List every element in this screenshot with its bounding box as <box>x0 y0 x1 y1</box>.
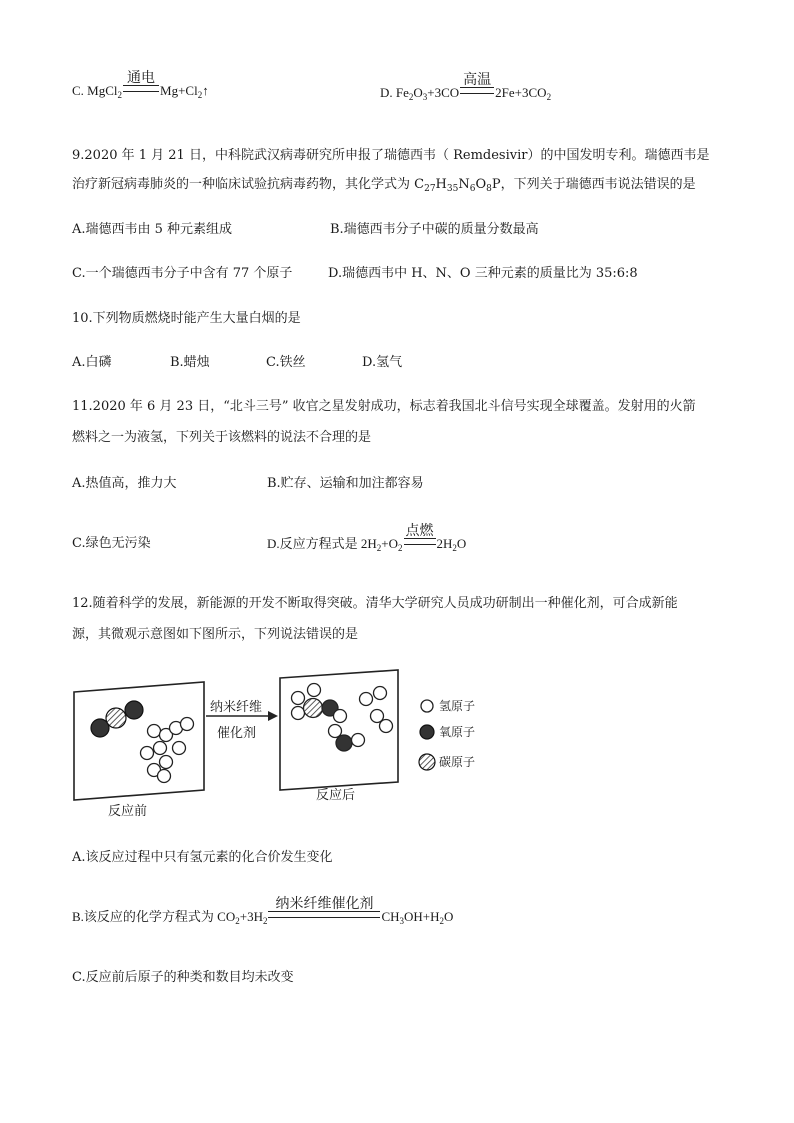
legend-carbon-icon <box>419 754 435 770</box>
oxygen-atom <box>125 701 143 719</box>
reaction-micro-diagram <box>70 668 490 818</box>
legend-hydrogen: 氢原子 <box>439 699 476 713</box>
q10-option-d: D.氢气 <box>362 355 403 370</box>
hydrogen-atom <box>308 684 321 697</box>
q10-option-a: A.白磷 <box>72 355 112 370</box>
q9-stem-line1: 9.2020 年 1 月 21 日，中科院武汉病毒研究所申报了瑞德西韦（ Remdesivir）的中国发明专利。瑞德西韦是 <box>72 148 710 163</box>
diagram-drawing <box>70 668 490 818</box>
q12-option-c: C.反应前后原子的种类和数目均未改变 <box>72 970 294 985</box>
reaction-condition: 纳米纤维催化剂 <box>268 908 380 926</box>
hydrogen-atom <box>148 725 161 738</box>
q9-option-b: B.瑞德西韦分子中碳的质量分数最高 <box>330 222 539 237</box>
legend-oxygen: 氧原子 <box>439 725 476 739</box>
q11-option-d: D.反应方程式是 $2H_2+O_2$ 点燃 $2H_2O$ <box>267 524 467 553</box>
hydrogen-atom <box>154 742 167 755</box>
q10-option-c: C.铁丝 <box>266 355 306 370</box>
arrow-head-icon <box>268 711 278 721</box>
q9-option-d: D.瑞德西韦中 H、N、O 三种元素的质量比为 35:6:8 <box>328 266 638 281</box>
q9-stem-line2: 治疗新冠病毒肺炎的一种临床试验抗病毒药物，其化学式为 $C_{27}H_{35}N_6O_8P$，下列关于瑞德西韦说法错误的是 <box>72 177 696 194</box>
hydrogen-atom <box>329 725 342 738</box>
q12-stem-line1: 12.随着科学的发展，新能源的开发不断取得突破。清华大学研究人员成功研制出一种催化剂，可合成新能 <box>72 596 678 611</box>
q8-option-d: D. $Fe_2O_3+3CO$ 高温 $2Fe+3CO_2$ <box>380 73 552 102</box>
q11-option-c: C.绿色无污染 <box>72 536 151 551</box>
carbon-atom <box>106 708 126 728</box>
carbon-atom <box>304 699 323 718</box>
hydrogen-atom <box>181 718 194 731</box>
after-label: 反应后 <box>316 788 356 803</box>
hydrogen-atom <box>334 710 347 723</box>
legend-hydrogen-icon <box>421 700 433 712</box>
oxygen-atom <box>336 735 352 751</box>
q10-stem: 10.下列物质燃烧时能产生大量白烟的是 <box>72 311 301 326</box>
reaction-condition: 通电 <box>123 82 159 100</box>
q11-stem-line2: 燃料之一为液氢，下列关于该燃料的说法不合理的是 <box>72 430 372 445</box>
hydrogen-atom <box>352 734 365 747</box>
reaction-condition: 点燃 <box>404 535 436 553</box>
hydrogen-atom <box>380 720 393 733</box>
hydrogen-atom <box>160 756 173 769</box>
q11-stem-line1: 11.2020 年 6 月 23 日，“北斗三号” 收官之星发射成功，标志着我国北斗信号实现全球覆盖。发射用的火箭 <box>72 399 696 414</box>
hydrogen-atom <box>173 742 186 755</box>
q12-option-a: A.该反应过程中只有氢元素的化合价发生变化 <box>72 850 333 865</box>
arrow-label-2: 催化剂 <box>217 726 257 741</box>
hydrogen-atom <box>360 693 373 706</box>
hydrogen-atom <box>141 747 154 760</box>
before-box <box>74 682 204 800</box>
hydrogen-atom <box>158 770 171 783</box>
q12-stem-line2: 源，其微观示意图如下图所示，下列说法错误的是 <box>72 627 359 642</box>
legend-oxygen-icon <box>420 725 434 739</box>
q10-option-b: B.蜡烛 <box>170 355 210 370</box>
arrow-label-1: 纳米纤维 <box>210 700 263 715</box>
q12-option-b: B.该反应的化学方程式为 $CO_2+3H_2$ 纳米纤维催化剂 $CH_3OH+H_2O$ <box>72 897 454 926</box>
hydrogen-atom <box>374 687 387 700</box>
q11-option-b: B.贮存、运输和加注都容易 <box>267 476 424 491</box>
gas-arrow-icon: ↑ <box>202 83 209 98</box>
hydrogen-atom <box>292 692 305 705</box>
q8-option-c: C. MgCl$_2$ 通电 $Mg+Cl_2↑$ <box>72 71 209 100</box>
hydrogen-atom <box>292 707 305 720</box>
q9-option-c: C.一个瑞德西韦分子中含有 77 个原子 <box>72 266 293 281</box>
q9-option-a: A.瑞德西韦由 5 种元素组成 <box>72 222 233 237</box>
q11-option-a: A.热值高，推力大 <box>72 476 177 491</box>
reaction-condition: 高温 <box>460 84 494 102</box>
legend-carbon: 碳原子 <box>439 755 476 769</box>
before-label: 反应前 <box>108 804 148 819</box>
